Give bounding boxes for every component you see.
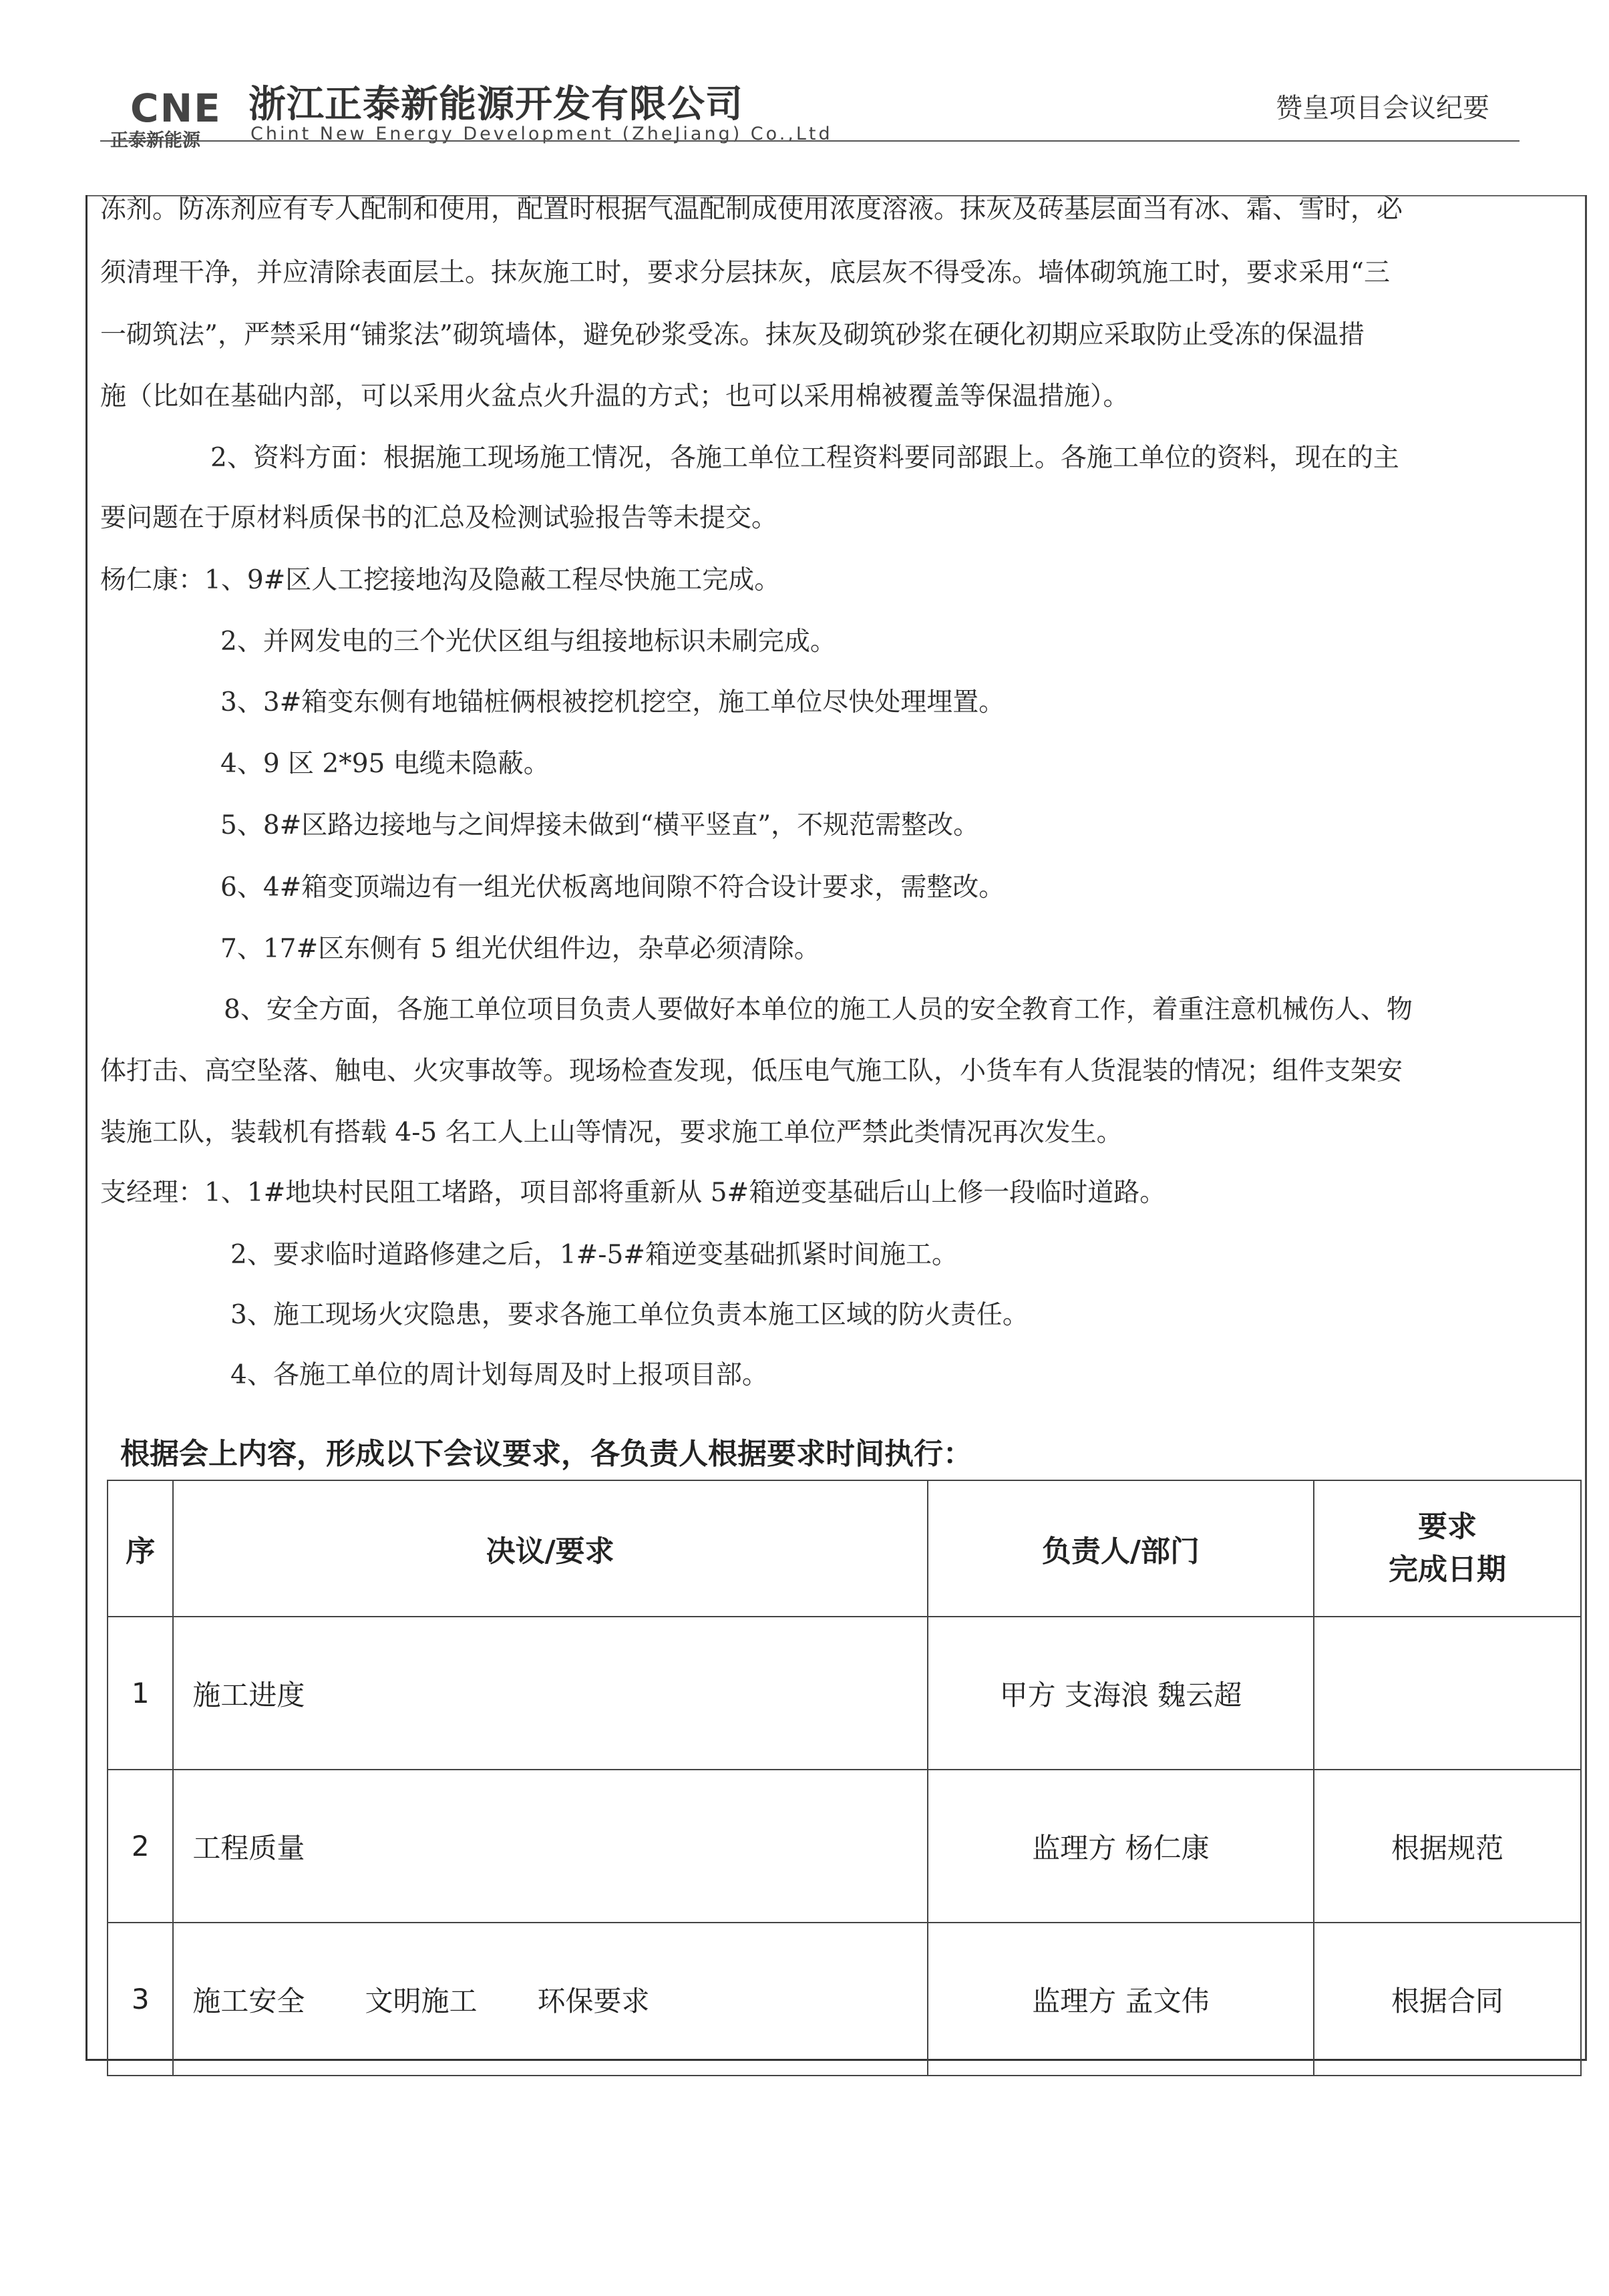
requirement-item: 施工安全	[192, 1984, 305, 2017]
body-line: 8、安全方面，各施工单位项目负责人要做好本单位的施工人员的安全教育工作，着重注意机械伤人、物	[224, 995, 1413, 1025]
requirement-item: 施工进度	[192, 1678, 305, 1711]
body-line: 冻剂。防冻剂应有专人配制和使用，配置时根据气温配制成使用浓度溶液。抹灰及砖基层面当有冰、霜、雪时，必	[100, 194, 1403, 224]
header-deadline	[1314, 1480, 1581, 1617]
table-row	[108, 1770, 1581, 1923]
row-responsible: 监理方 杨仁康	[928, 1770, 1314, 1923]
body-line: 4、各施工单位的周计划每周及时上报项目部。	[230, 1360, 768, 1390]
body-line: 体打击、高空坠落、触电、火灾事故等。现场检查发现，低压电气施工队，小货车有人货混装的情况；组件支架安	[100, 1056, 1403, 1086]
requirement-item: 环保要求	[537, 1984, 650, 2017]
table-row	[108, 1923, 1581, 2076]
requirement-item: 文明施工	[365, 1984, 478, 2017]
body-line: 要问题在于原材料质保书的汇总及检测试验报告等未提交。	[100, 503, 778, 533]
table-header-row	[108, 1480, 1581, 1617]
company-name-en: Chint New Energy Development (ZheJiang) Co.,Ltd	[250, 124, 833, 144]
company-logo: CNE	[130, 86, 222, 131]
body-line: 一砌筑法”，严禁采用“铺浆法”砌筑墙体，避免砂浆受冻。抹灰及砌筑砂浆在硬化初期应采取防止受冻的保温措	[100, 320, 1365, 350]
row-index: 3	[108, 1923, 173, 2076]
row-responsible: 甲方 支海浪 魏云超	[928, 1617, 1314, 1770]
row-index: 1	[108, 1617, 173, 1770]
requirements-table	[107, 1480, 1582, 2076]
body-line: 2、资料方面：根据施工现场施工情况，各施工单位工程资料要同部跟上。各施工单位的资料，现在的主	[210, 443, 1399, 473]
company-name-cn: 浙江正泰新能源开发有限公司	[248, 83, 743, 126]
header-index: 序	[108, 1480, 173, 1617]
body-line: 2、并网发电的三个光伏区组与组接地标识未刷完成。	[220, 627, 836, 657]
body-line: 6、4#箱变顶端边有一组光伏板离地间隙不符合设计要求，需整改。	[220, 872, 1005, 903]
page-header	[0, 0, 1609, 154]
row-requirement	[173, 1770, 927, 1923]
row-requirement	[173, 1617, 927, 1770]
body-line: 4、9 区 2*95 电缆未隐蔽。	[220, 749, 550, 779]
header-divider	[100, 140, 1519, 142]
body-line: 2、要求临时道路修建之后，1#-5#箱逆变基础抓紧时间施工。	[230, 1240, 958, 1270]
row-deadline: 根据合同	[1314, 1923, 1581, 2076]
table-row	[108, 1617, 1581, 1770]
body-line: 装施工队，装载机有搭载 4-5 名工人上山等情况，要求施工单位严禁此类情况再次发生。	[100, 1118, 1123, 1148]
company-logo-cn: 正泰新能源	[110, 130, 200, 151]
header-responsible: 负责人/部门	[928, 1480, 1314, 1617]
body-line: 施（比如在基础内部，可以采用火盆点火升温的方式；也可以采用棉被覆盖等保温措施）。	[100, 381, 1129, 412]
header-requirement: 决议/要求	[173, 1480, 927, 1617]
document-title: 赞皇项目会议纪要	[1276, 93, 1489, 124]
speaker-line: 支经理：1、1#地块村民阻工堵路，项目部将重新从 5#箱逆变基础后山上修一段临时道路。	[100, 1178, 1166, 1208]
row-responsible: 监理方 孟文伟	[928, 1923, 1314, 2076]
row-index: 2	[108, 1770, 173, 1923]
body-line: 3、施工现场火灾隐患，要求各施工单位负责本施工区域的防火责任。	[230, 1300, 1029, 1330]
body-line: 须清理干净，并应清除表面层土。抹灰施工时，要求分层抹灰，底层灰不得受冻。墙体砌筑施工时，要求采用“三	[100, 258, 1390, 288]
body-line: 3、3#箱变东侧有地锚桩俩根被挖机挖空，施工单位尽快处理埋置。	[220, 687, 1005, 717]
table-title: 根据会上内容，形成以下会议要求，各负责人根据要求时间执行：	[120, 1437, 972, 1471]
body-line: 5、8#区路边接地与之间焊接未做到“横平竖直”，不规范需整改。	[220, 810, 980, 840]
row-requirement	[173, 1923, 927, 2076]
header-deadline-line2: 完成日期	[1389, 1552, 1506, 1587]
header-deadline-line1: 要求	[1418, 1510, 1477, 1544]
row-deadline	[1314, 1617, 1581, 1770]
speaker-line: 杨仁康：1、9#区人工挖接地沟及隐蔽工程尽快施工完成。	[100, 565, 781, 595]
requirement-item: 工程质量	[192, 1831, 305, 1864]
row-deadline: 根据规范	[1314, 1770, 1581, 1923]
body-line: 7、17#区东侧有 5 组光伏组件边，杂草必须清除。	[220, 934, 820, 964]
